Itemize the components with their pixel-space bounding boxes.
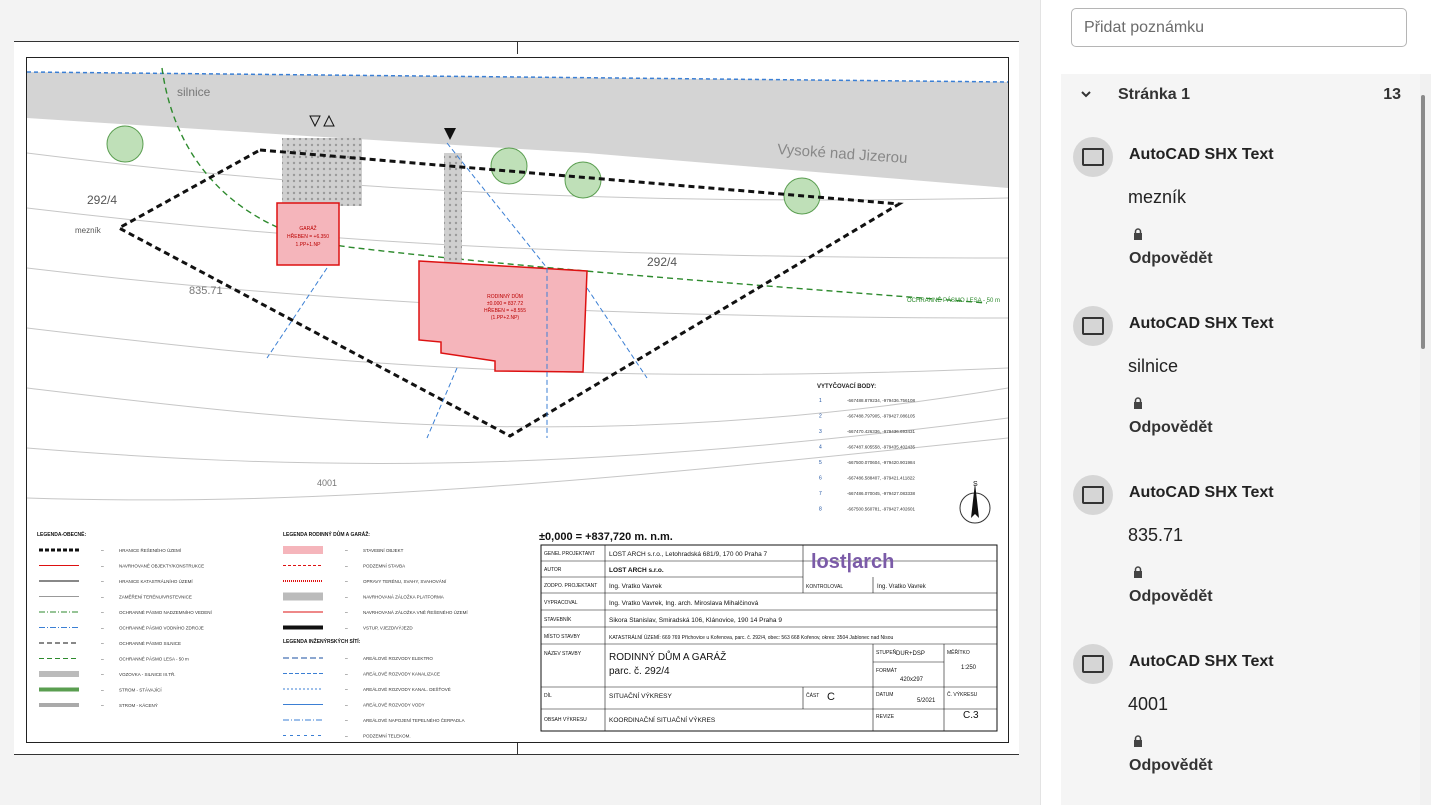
parcel-label-left: 292/4 bbox=[87, 193, 118, 207]
legend-item: STROM - STÁVAJÍCÍ bbox=[119, 687, 162, 693]
reply-button[interactable]: Odpovědět bbox=[1129, 588, 1213, 605]
lock-icon bbox=[1132, 735, 1144, 747]
legend-dash: – bbox=[345, 548, 348, 554]
annotation-list[interactable] bbox=[1061, 74, 1421, 805]
page-group-header[interactable] bbox=[1061, 74, 1421, 118]
content-label: OBSAH VÝKRESU bbox=[544, 717, 587, 723]
drawn-label: VYPRACOVAL bbox=[544, 600, 578, 606]
setting-point-number: 1 bbox=[819, 398, 822, 404]
legend-item: NAVRHOVANÁ ZÁLOŽKA PLATFORMA bbox=[363, 594, 444, 600]
author-value: LOST ARCH s.r.o. bbox=[609, 567, 664, 574]
stage-label: STUPEŇ bbox=[876, 650, 897, 656]
legend-dash: – bbox=[345, 733, 348, 740]
legend-dash: – bbox=[345, 718, 348, 724]
lock-icon bbox=[1132, 566, 1144, 578]
title-block bbox=[541, 545, 997, 731]
format-label: FORMÁT bbox=[876, 668, 898, 674]
page-group-title: Stránka 1 bbox=[1118, 86, 1191, 103]
annotation-author: AutoCAD SHX Text bbox=[1129, 315, 1274, 332]
no-value: C.3 bbox=[963, 710, 979, 721]
add-note-input[interactable] bbox=[1071, 8, 1407, 47]
legend-dash: – bbox=[345, 579, 348, 585]
annotation-text: 835.71 bbox=[1128, 525, 1184, 545]
legend-item: AREÁLOVÉ ROZVODY KANAL. DEŠŤOVÉ bbox=[363, 687, 451, 692]
legend-dash: – bbox=[101, 548, 104, 554]
annotation-text: mezník bbox=[1128, 187, 1187, 207]
legend-item: STAVEBNÍ OBJEKT bbox=[363, 548, 404, 553]
date-value: 5/2021 bbox=[917, 698, 936, 704]
name-value2: parc. č. 292/4 bbox=[609, 666, 670, 677]
setting-points-title: VYTYČOVACÍ BODY: bbox=[817, 384, 877, 390]
rev-label: REVIZE bbox=[876, 714, 895, 720]
garage-driveway bbox=[282, 138, 362, 206]
legend-item: OCHRANNÉ PÁSMO LESA - 50 m bbox=[119, 656, 189, 662]
forest-zone-label: OCHRANNÉ PÁSMO LESA - 50 m bbox=[907, 298, 1001, 304]
svg-text:S: S bbox=[973, 481, 978, 488]
legend-dash: – bbox=[345, 594, 348, 601]
north-arrow bbox=[960, 481, 990, 523]
owner-value: Sikora Stanislav, Smiradská 106, Klánovice, 190 14 Praha 9 bbox=[609, 617, 782, 624]
garage-floor: 1.PP+1.NP bbox=[295, 242, 321, 248]
reply-button[interactable]: Odpovědět bbox=[1129, 419, 1213, 436]
parcel-label: 292/4 bbox=[647, 255, 678, 269]
legend-dash: – bbox=[101, 672, 104, 678]
setting-point-coords: -667500.070604, -979420.901984 bbox=[847, 460, 916, 465]
setting-point-number: 8 bbox=[819, 506, 822, 513]
part-value: SITUAČNÍ VÝKRESY bbox=[609, 693, 672, 700]
legend-item: HRANICE KATASTRÁLNÍHO ÚZEMÍ bbox=[119, 579, 193, 584]
legend-house-title: LEGENDA RODINNÝ DŮM A GARÁŽ: bbox=[283, 532, 370, 538]
legend-item: AREÁLOVÉ ROZVODY ELEKTRO bbox=[363, 656, 433, 661]
legend-item: STROM - KÁCENÝ bbox=[119, 703, 158, 708]
setting-point-coords: -667500.560781, -979427.402601 bbox=[847, 506, 916, 512]
annotation-author: AutoCAD SHX Text bbox=[1129, 146, 1274, 163]
square-annotation-icon bbox=[1073, 306, 1113, 346]
tree-2 bbox=[491, 148, 527, 184]
legend-item: AREÁLOVÉ ROZVODY KANALIZACE bbox=[363, 671, 440, 677]
garage-level: HŘEBEN = +6.350 bbox=[287, 234, 329, 240]
gen-proj-label: GENEL PROJEKTANT bbox=[544, 551, 595, 557]
legend-item: AREÁLOVÉ ROZVODY VODY bbox=[363, 702, 425, 708]
legend-item: AREÁLOVÉ NAPOJENÍ TEPELNÉHO ČERPADLA bbox=[363, 718, 465, 723]
setting-points-list bbox=[819, 398, 916, 513]
setting-point-number: 3 bbox=[819, 429, 822, 435]
square-annotation-icon bbox=[1073, 137, 1113, 177]
owner-label: STAVEBNÍK bbox=[544, 617, 572, 623]
annotation-text: silnice bbox=[1128, 356, 1179, 376]
annotation-item[interactable] bbox=[1061, 644, 1421, 804]
annotations-panel bbox=[1040, 0, 1431, 805]
height-reference: ±0,000 = +837,720 m. n.m. bbox=[539, 531, 673, 543]
legend-dash: – bbox=[101, 579, 104, 585]
house-level: ±0.000 = 837.72 bbox=[486, 301, 524, 307]
site-label: MÍSTO STAVBY bbox=[544, 634, 581, 640]
legend-item: ZAMĚŘENÍ TERÉNU/VRSTEVNICE bbox=[119, 594, 192, 600]
legend-dash: – bbox=[345, 610, 348, 616]
legend-item: VOZOVKA - SILNICE III.TŘ. bbox=[119, 672, 176, 677]
page-top-tick bbox=[517, 42, 518, 54]
setting-point-number: 4 bbox=[819, 444, 822, 451]
annotation-author: AutoCAD SHX Text bbox=[1129, 484, 1274, 501]
lock-icon bbox=[1132, 228, 1144, 240]
resp-value: Ing. Vratko Vavrek bbox=[609, 583, 662, 590]
page-group-count: 13 bbox=[1383, 86, 1401, 103]
gen-proj-value: LOST ARCH s.r.o., Letohradská 681/9, 170 00 Praha 7 bbox=[609, 551, 768, 558]
chevron-down-icon[interactable] bbox=[1079, 87, 1093, 101]
legend-item: HRANICE ŘEŠENÉHO ÚZEMÍ bbox=[119, 548, 182, 553]
tree-3 bbox=[565, 162, 601, 198]
boundary-stone-label: mezník bbox=[75, 226, 101, 235]
legend-general-title: LEGENDA-OBECNÉ: bbox=[37, 532, 87, 538]
legend-item: PODZEMNÍ STAVBA bbox=[363, 563, 406, 569]
legend-item: NAVRHOVANÉ OBJEKTY/KONSTRUKCE bbox=[119, 563, 205, 569]
legend-dash: – bbox=[101, 563, 104, 570]
house-ridge: HŘEBEN = +8.555 bbox=[484, 308, 526, 314]
legend-net-list bbox=[283, 655, 465, 740]
date-label: DATUM bbox=[876, 692, 894, 698]
setting-point-number: 7 bbox=[819, 491, 822, 497]
no-label: Č. VÝKRESU bbox=[947, 692, 978, 698]
annotation-item[interactable] bbox=[1061, 475, 1421, 635]
legend-net-title: LEGENDA INŽENÝRSKÝCH SÍTÍ: bbox=[283, 639, 361, 645]
part-label: DÍL bbox=[544, 693, 552, 699]
legend-dash: – bbox=[101, 656, 104, 663]
house-title: RODINNÝ DŮM bbox=[487, 294, 523, 300]
legend-item: OPRAVY TERÉNU, SVAHY, SVAHOVÁNÍ bbox=[363, 579, 447, 584]
legend-dash: – bbox=[345, 671, 348, 678]
house-floor: (1.PP+2.NP) bbox=[490, 315, 520, 321]
legend-dash: – bbox=[345, 563, 348, 570]
legend-dash: – bbox=[101, 703, 104, 709]
content-value: KOORDINAČNÍ SITUAČNÍ VÝKRES bbox=[609, 717, 716, 724]
setting-point-coords: -667488.879234, -979436.756108 bbox=[847, 398, 916, 403]
name-label: NÁZEV STAVBY bbox=[544, 651, 582, 657]
drawing-sheet bbox=[26, 57, 1009, 743]
legend-dash: – bbox=[345, 625, 348, 632]
annotation-item[interactable] bbox=[1061, 306, 1421, 466]
stage-value: DUR+DSP bbox=[896, 651, 925, 657]
legend-dash: – bbox=[101, 610, 104, 616]
legend-dash: – bbox=[101, 625, 104, 632]
setting-point-coords: -667486.070045, -979427.083338 bbox=[847, 491, 916, 496]
annotation-scrollbar-thumb[interactable] bbox=[1421, 95, 1425, 349]
section-label: ČÁST bbox=[806, 693, 820, 699]
reply-button[interactable]: Odpovědět bbox=[1129, 757, 1213, 774]
legend-general-list bbox=[39, 546, 213, 709]
legend-dash: – bbox=[101, 594, 104, 601]
garage-title: GARÁŽ bbox=[299, 226, 317, 232]
name-value: RODINNÝ DŮM A GARÁŽ bbox=[609, 652, 727, 663]
legend-dash: – bbox=[345, 687, 348, 693]
setting-point-coords: -667488.797905, -979427.086105 bbox=[847, 413, 916, 419]
checked-label: KONTROLOVAL bbox=[806, 584, 844, 590]
scale-label: MĚŘÍTKO bbox=[947, 650, 970, 656]
legend-house-list bbox=[283, 547, 468, 632]
legend-item: PODZEMNÍ TELEKOM. bbox=[363, 733, 411, 739]
tree-1 bbox=[107, 126, 143, 162]
setting-point-coords: -667486.588407, -979421.411822 bbox=[847, 475, 915, 481]
legend-dash: – bbox=[101, 641, 104, 647]
lock-icon bbox=[1132, 397, 1144, 409]
setting-point-number: 2 bbox=[819, 413, 822, 420]
resp-label: ZODPO. PROJEKTANT bbox=[544, 583, 598, 589]
square-annotation-icon bbox=[1073, 644, 1113, 684]
contour-label-835-71: 835.71 bbox=[189, 285, 223, 297]
square-annotation-icon bbox=[1073, 475, 1113, 515]
format-value: 420x297 bbox=[900, 677, 924, 683]
company-logo: lost|arch bbox=[811, 551, 895, 573]
house-driveway bbox=[444, 153, 462, 263]
site-value: KATASTRÁLNÍ ÚZEMÍ: 669 769 Příchovice u Kořenova, parc. č. 292/4, obec: 563 668 Kořenov, okres: 3504 Jablonec nad Nisou bbox=[609, 635, 894, 641]
section-value: C bbox=[827, 691, 835, 703]
annotation-item[interactable] bbox=[1061, 137, 1421, 297]
legend-item: NAVRHOVANÁ ZÁLOŽKA VNĚ ŘEŠENÉHO ÚZEMÍ bbox=[363, 610, 468, 615]
drawn-value: Ing. Vratko Vavrek, Ing. arch. Miroslava Mihalčinová bbox=[609, 600, 759, 607]
place-label: Vysoké nad Jizerou bbox=[776, 141, 908, 168]
sector-label: 4001 bbox=[317, 478, 338, 488]
legend-item: VSTUP, VJEZD/VÝJEZD bbox=[363, 625, 413, 631]
legend-dash: – bbox=[345, 656, 348, 662]
annotation-text: 4001 bbox=[1128, 694, 1169, 714]
checked-value: Ing. Vratko Vavrek bbox=[877, 584, 926, 590]
legend-dash: – bbox=[345, 702, 348, 709]
setting-point-coords: -667487.605558, -979435.402435 bbox=[847, 444, 916, 450]
annotation-author: AutoCAD SHX Text bbox=[1129, 653, 1274, 670]
site-plan-svg bbox=[27, 58, 1008, 742]
setting-point-number: 6 bbox=[819, 475, 822, 482]
legend-item: OCHRANNÉ PÁSMO NADZEMNÍHO VEDENÍ bbox=[119, 610, 212, 615]
setting-point-number: 5 bbox=[819, 460, 822, 466]
legend-item: OCHRANNÉ PÁSMO SILNICE bbox=[119, 641, 182, 646]
street-label: silnice bbox=[177, 85, 211, 99]
drawing-page bbox=[14, 41, 1019, 755]
legend-item: OCHRANNÉ PÁSMO VODNÍHO ZDROJE bbox=[119, 625, 204, 631]
legend-dash: – bbox=[101, 687, 104, 694]
author-label: AUTOR bbox=[544, 567, 562, 573]
setting-point-coords: -667470.426336, -979436.693431 bbox=[847, 429, 916, 434]
reply-button[interactable]: Odpovědět bbox=[1129, 250, 1213, 267]
scale-value: 1:250 bbox=[961, 665, 977, 671]
